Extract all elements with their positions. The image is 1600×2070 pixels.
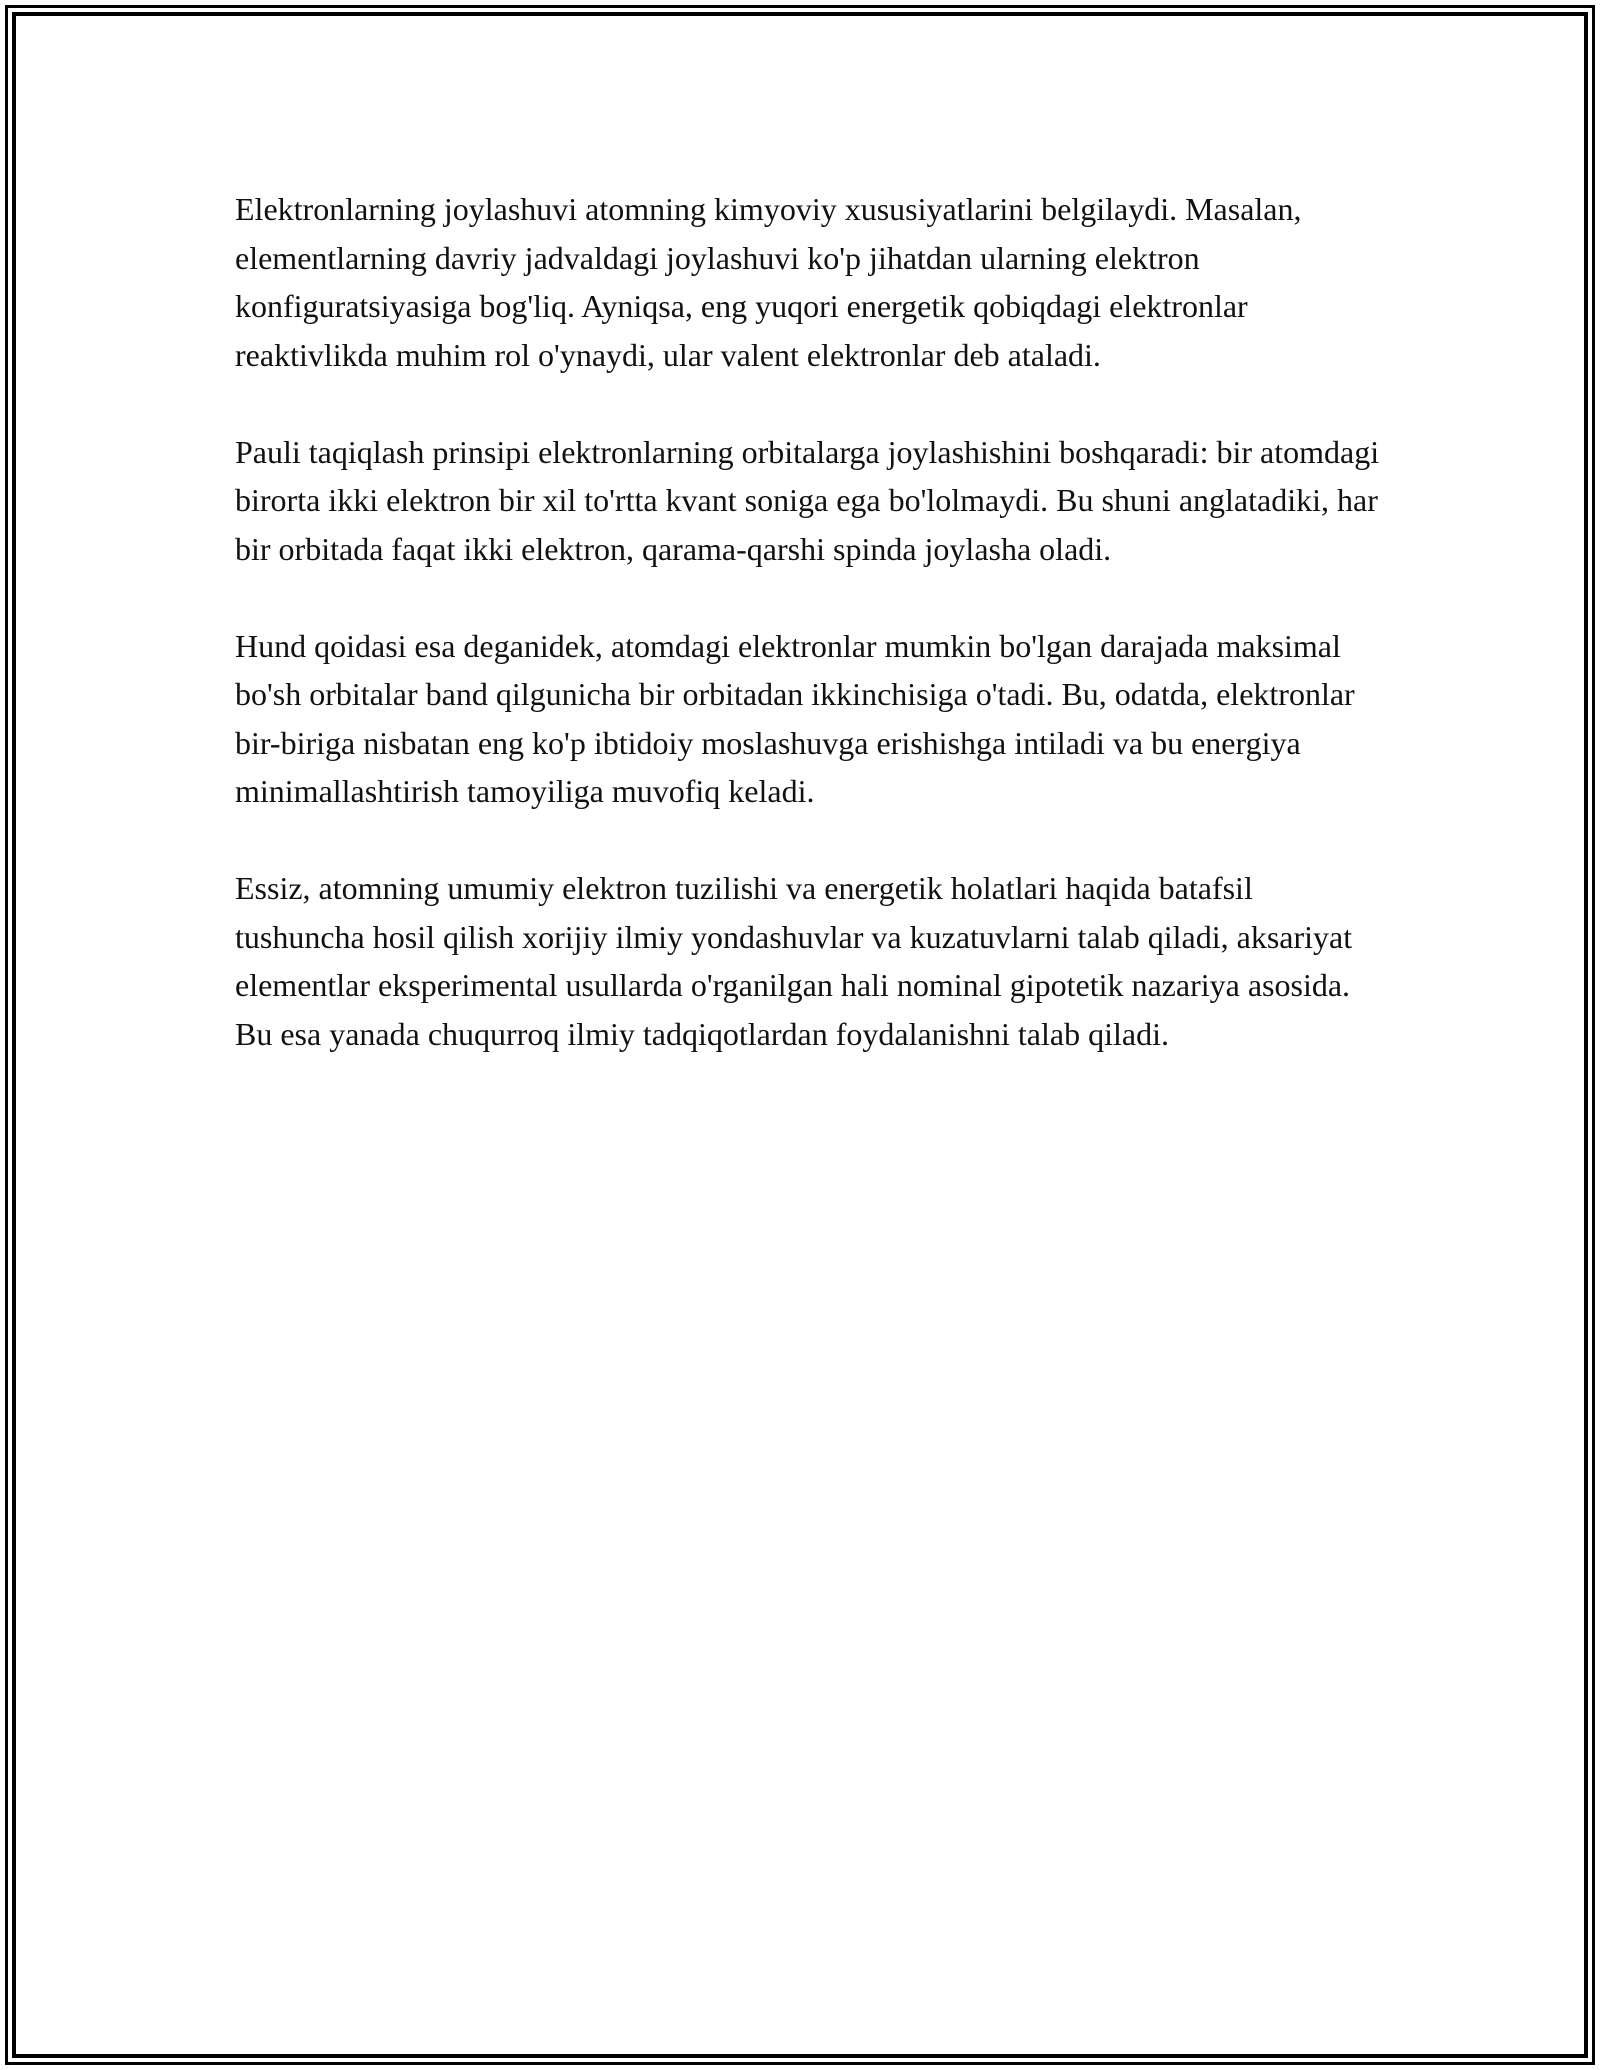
paragraph-hund-rule: Hund qoidasi esa deganidek, atomdagi elektronlar mumkin bo'lgan darajada maksimal bo'sh orbitalar band qilgunicha bir orbitadan ikkinchisiga o'tadi. Bu, odatda, elektronlar bir-biriga nisbatan eng ko'p ibtidoiy moslashuvga erishishga intiladi va bu energiya minimallashtirish tamoyiliga muvofiq keladi.: [235, 627, 1355, 809]
paragraph-conclusion: Essiz, atomning umumiy elektron tuzilishi va energetik holatlari haqida batafsil tushuncha hosil qilish xorijiy ilmiy yondashuvlar va kuzatuvlarni talab qiladi, aksariyat elementlar eksperimental usullarda o'rganilgan hali nominal gipotetik nazariya asosida. Bu esa yanada chuqurroq ilmiy tadqiqotlardan foydalanishni talab qiladi.: [235, 870, 1353, 1052]
document-body: [235, 185, 1385, 1107]
paragraph-pauli-principle: Pauli taqiqlash prinsipi elektronlarning orbitalarga joylashishini boshqaradi: bir atomdagi birorta ikki elektron bir xil to'rtta kvant soniga ega bo'lolmaydi. Bu shuni anglatadiki, har bir orbitada faqat ikki elektron, qarama-qarshi spinda joylasha oladi.: [235, 433, 1380, 567]
paragraph-electron-arrangement: Elektronlarning joylashuvi atomning kimyoviy xususiyatlarini belgilaydi. Masalan, elementlarning davriy jadvaldagi joylashuvi ko'p jihatdan ularning elektron konfiguratsiyasiga bog'liq. Ayniqsa, eng yuqori energetik qobiqdagi elektronlar reaktivlikda muhim rol o'ynaydi, ular valent elektronlar deb ataladi.: [235, 191, 1302, 373]
